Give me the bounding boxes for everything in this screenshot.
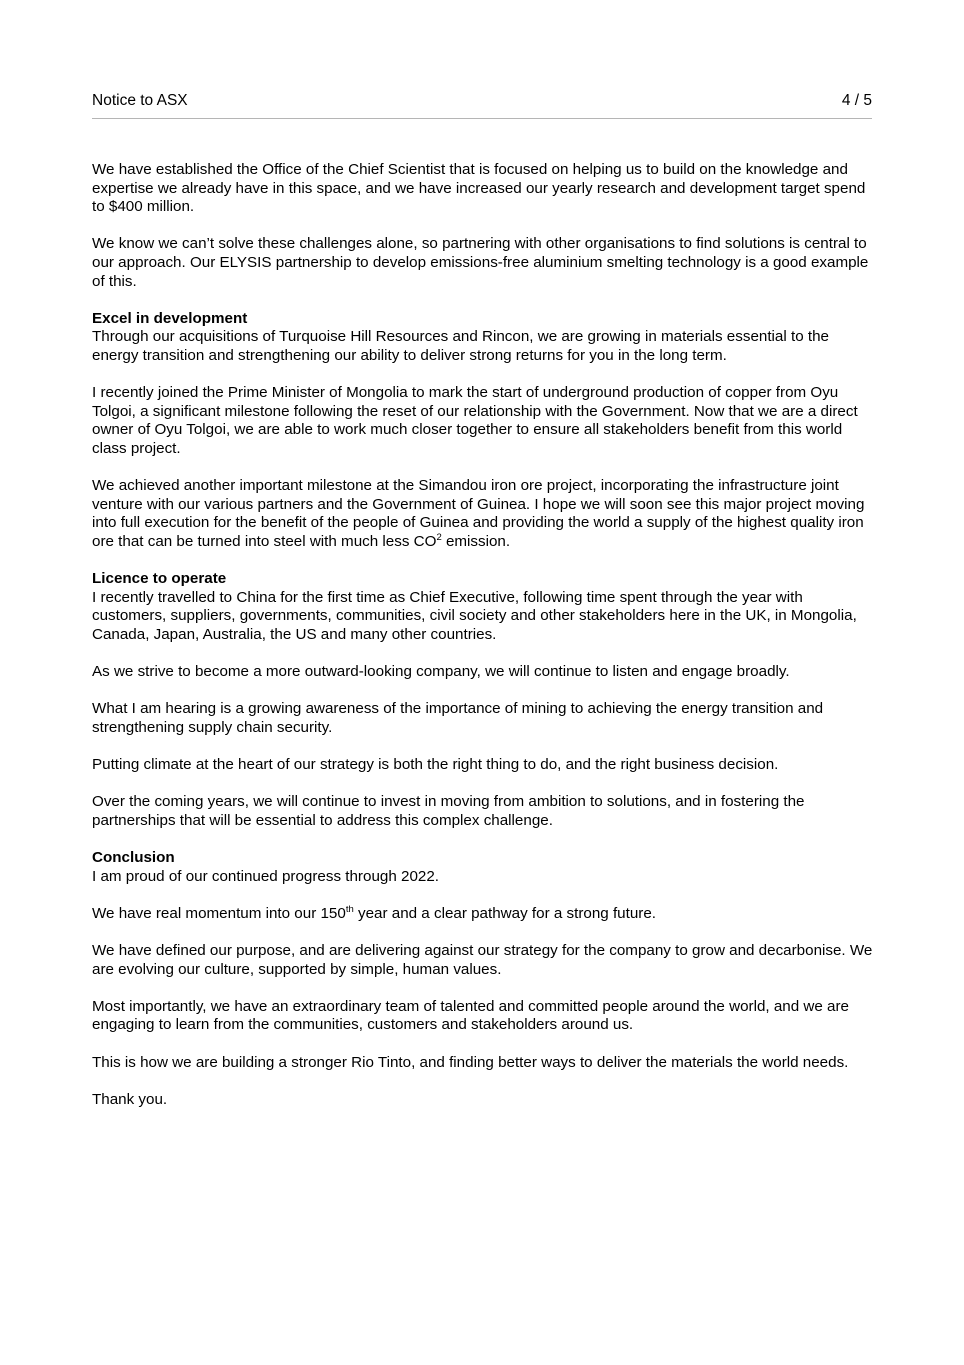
paragraph-simandou [92,477,874,551]
paragraph-china-travel: I recently travelled to China for the first time as Chief Executive, following time spent through the year with customers, suppliers, governments, communities, civil society and other stakeholders here in the UK, in Mongolia, Canada, Japan, Australia, the US and many other countries. [92,588,857,643]
heading-excel-in-development: Excel in development [92,309,248,327]
heading-conclusion: Conclusion [92,848,175,866]
page-header [92,92,872,119]
page-number: 4 / 5 [841,92,872,109]
paragraph-proud: I am proud of our continued progress through 2022. [92,867,440,885]
paragraph-simandou-text: We achieved another important milestone at the Simandou iron ore project, incorporating the infrastructure joint venture with our various partners and the Government of Guinea. I hope we will soon see this major project moving into full execution for the benefit of the people of Guinea and providing the world a supply of the highest quality iron ore that can be turned into steel with much less CO [92,477,865,550]
paragraph-climate: Putting climate at the heart of our strategy is both the right thing to do, and the right business decision. [92,756,779,773]
paragraph-momentum-text: We have real momentum into our 150 [92,904,346,922]
paragraph-outward-looking: As we strive to become a more outward-looking company, we will continue to listen and engage broadly. [92,663,790,681]
paragraph-elysis: We know we can’t solve these challenges alone, so partnering with other organisations to find solutions is central to our approach. Our ELYSIS partnership to develop emissions-free aluminium smelting technology is a good example of this. [92,235,869,290]
document-title: Notice to ASX [92,92,188,109]
paragraph-momentum [92,905,874,924]
paragraph-simandou-end: emission. [441,532,511,550]
co2-subscript: 2 [436,531,442,543]
paragraph-team: Most importantly, we have an extraordinary team of talented and committed people around the world, and we are engaging to learn from the communities, customers and stakeholders around us. [92,997,849,1034]
paragraph-stronger-rio-tinto: This is how we are building a stronger Rio Tinto, and finding better ways to deliver the materials the world needs. [92,1053,849,1071]
paragraph-coming-years: Over the coming years, we will continue to invest in moving from ambition to solutions, and in fostering the partnerships that will be essential to address this complex challenge. [92,793,805,829]
paragraph-purpose: We have defined our purpose, and are delivering against our strategy for the company to grow and decarbonise. We are evolving our culture, supported by simple, human values. [92,941,873,978]
paragraph-acquisitions: Through our acquisitions of Turquoise Hill Resources and Rincon, we are growing in materials essential to the energy transition and strengthening our ability to deliver strong returns for you in the long term. [92,328,829,364]
paragraph-awareness: What I am hearing is a growing awareness of the importance of mining to achieving the energy transition and strengthening supply chain security. [92,700,824,736]
document-body [92,161,874,1128]
paragraph-chief-scientist: We have established the Office of the Chief Scientist that is focused on helping us to build on the knowledge and expertise we already have in this space, and we have increased our yearly research and development target spend to $400 million. [92,161,866,216]
paragraph-thank-you: Thank you. [92,1090,168,1108]
paragraph-momentum-end: year and a clear pathway for a strong future. [353,904,656,922]
ordinal-suffix: th [345,903,354,915]
heading-licence-to-operate: Licence to operate [92,570,227,588]
paragraph-oyu-tolgoi: I recently joined the Prime Minister of Mongolia to mark the start of underground production of copper from Oyu Tolgoi, a significant milestone following the reset of our relationship with the Government. Now that we are a direct owner of Oyu Tolgoi, we are able to work much closer together to ensure all stakeholders benefit from this world class project. [92,384,858,457]
